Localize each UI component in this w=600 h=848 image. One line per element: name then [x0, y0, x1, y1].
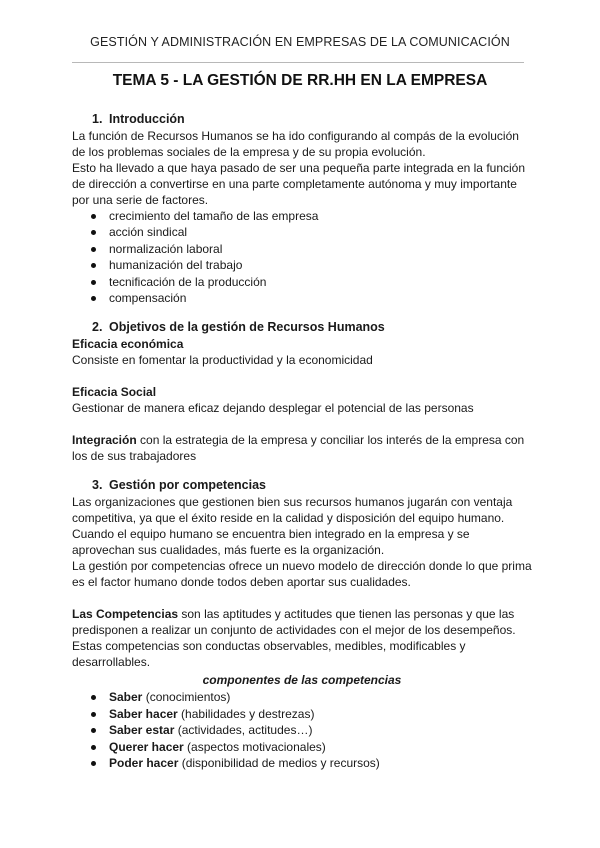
list-item: normalización laboral	[72, 241, 532, 257]
item-label: Poder hacer	[109, 756, 179, 771]
paragraph: La función de Recursos Humanos se ha ido configurando al compás de la evolución de los problemas sociales de la empresa y de su propia evolución.	[72, 129, 519, 159]
inline-text: con la estrategia de la empresa y conciliar los interés de la empresa con los de sus trabajadores	[72, 433, 525, 464]
item-text: (habilidades y destrezas)	[177, 706, 315, 721]
header-divider	[72, 62, 524, 63]
factors-list	[72, 208, 532, 306]
list-item: humanización del trabajo	[72, 257, 532, 273]
section-title: Gestión por competencias	[109, 478, 266, 493]
subsection-label: Eficacia económica	[72, 337, 184, 352]
list-item: tecnificación de la producción	[72, 274, 532, 290]
list-item	[72, 706, 532, 722]
paragraph: Consiste en fomentar la productividad y la economicidad	[72, 353, 373, 368]
item-text: (actividades, actitudes…)	[174, 723, 313, 738]
paragraph: Gestionar de manera eficaz dejando desplegar el potencial de las personas	[72, 401, 474, 416]
list-item: acción sindical	[72, 224, 532, 240]
section-number: 1.	[92, 112, 103, 126]
section-number: 2.	[92, 320, 103, 335]
item-label: Saber	[109, 690, 143, 705]
list-item	[72, 755, 532, 771]
components-list	[72, 689, 532, 771]
item-label: Saber hacer	[109, 706, 178, 721]
list-item: compensación	[72, 290, 532, 306]
list-item	[72, 689, 532, 705]
list-item	[72, 722, 532, 738]
item-text: (aspectos motivacionales)	[183, 739, 326, 754]
paragraph	[72, 432, 532, 464]
item-text: (conocimientos)	[142, 690, 231, 705]
list-item	[72, 739, 532, 755]
subsection-label: Eficacia Social	[72, 385, 157, 400]
paragraph	[72, 606, 532, 670]
paragraph: Las organizaciones que gestionen bien sus recursos humanos jugarán con ventaja competitiva, ya que el éxito reside en la calidad y disposición del equipo humano. Cuando el equipo humano se encuentra bien integrado en la empresa y se aprovechan sus cualidades, más fuerte es la organización.	[72, 495, 513, 558]
running-header: GESTIÓN Y ADMINISTRACIÓN EN EMPRESAS DE LA COMUNICACIÓN	[90, 35, 510, 49]
document-body	[72, 110, 532, 771]
paragraph: La gestión por competencias ofrece un nuevo modelo de dirección donde lo que prima es el factor humano donde todos deben aportar sus cualidades.	[72, 559, 532, 590]
inline-text: son las aptitudes y actitudes que tienen las personas y que las predisponen a realizar un conjunto de actividades con el mejor de los desempeños. Estas competencias son conductas observables, medibles, modificables y desarrollables.	[72, 607, 516, 670]
section-heading-objetivos	[92, 318, 532, 336]
inline-label: Las Competencias	[72, 607, 179, 622]
item-label: Saber estar	[109, 723, 175, 738]
list-subheading: componentes de las competencias	[202, 673, 402, 688]
item-label: Querer hacer	[109, 739, 184, 754]
section-title: Introducción	[109, 112, 185, 126]
section-heading-introduccion	[92, 110, 532, 128]
list-item: crecimiento del tamaño de las empresa	[72, 208, 532, 224]
page-title: TEMA 5 - LA GESTIÓN DE RR.HH EN LA EMPRESA	[112, 72, 488, 89]
paragraph: Esto ha llevado a que haya pasado de ser una pequeña parte integrada en la función de dirección a convertirse en una parte completamente autónoma y muy importante por una serie de factores.	[72, 161, 526, 207]
section-heading-competencias	[92, 476, 532, 494]
inline-label: Integración	[72, 433, 137, 448]
section-title: Objetivos de la gestión de Recursos Humanos	[109, 320, 385, 335]
section-number: 3.	[92, 478, 103, 493]
item-text: (disponibilidad de medios y recursos)	[178, 756, 380, 771]
